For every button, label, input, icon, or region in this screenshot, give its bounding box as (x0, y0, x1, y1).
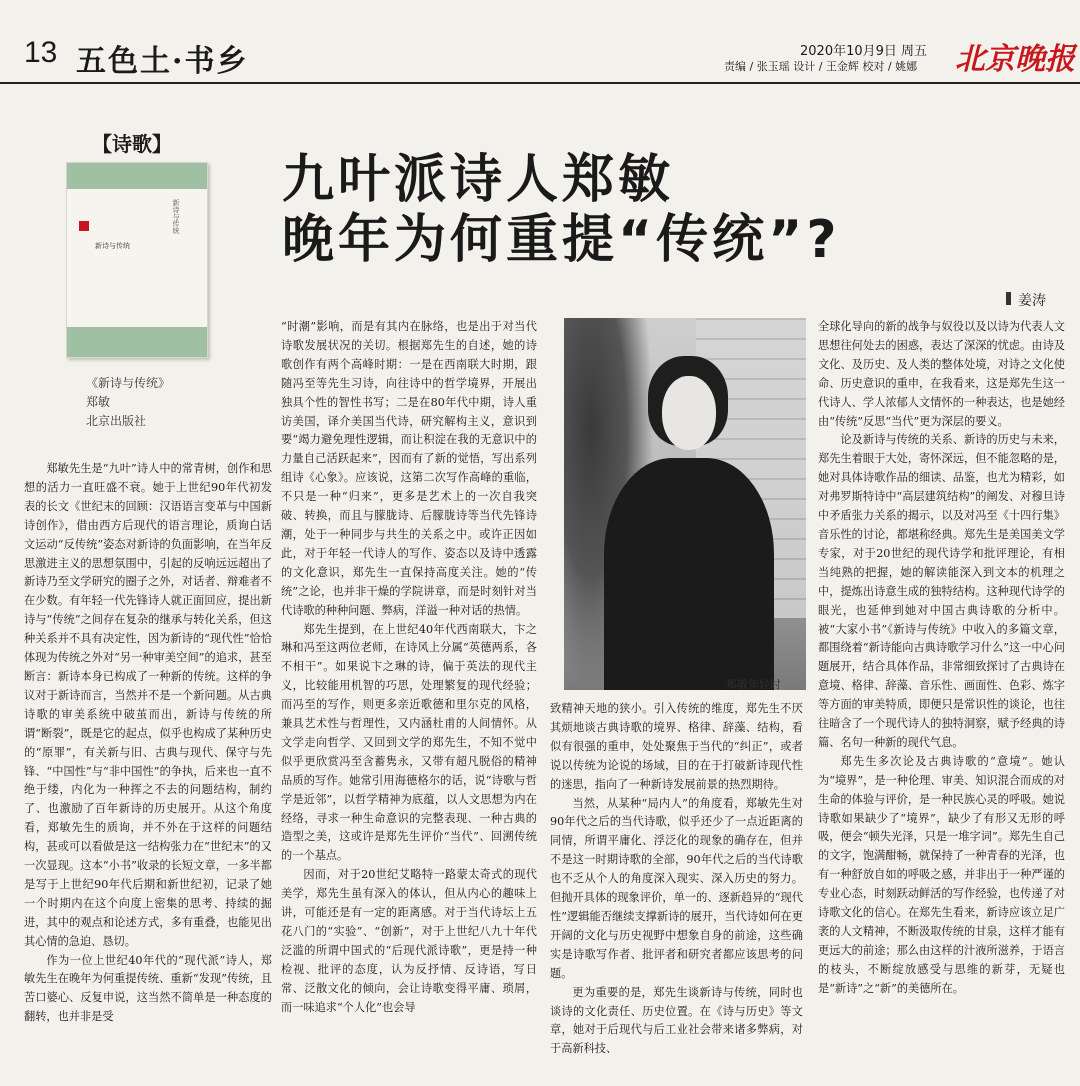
article-column-3 (550, 700, 803, 1086)
editor-credits: 责编 / 张玉瑶 设计 / 王金辉 校对 / 姚娜 (724, 60, 918, 73)
paragraph: 因而，对于20世纪艾略特一路蒙太奇式的现代美学，郑先生虽有深入的体认，但从内心的趣味上讲，可能还是有一定的距离感。对于当代诗坛上五花八门的“实验”、“创新”，对于上世纪八九十年代泛滥的所谓中国式的“后现代派诗歌”，更是持一种检视、批评的态度，认为反抒情、反诗语，写日常、泛散文化的倾向，会让诗歌变得平庸、琐屑，而一味追求“个人化”也会导 (281, 868, 537, 1014)
paragraph: “时潮”影响，而是有其内在脉络，也是出于对当代诗歌发展状况的关切。根据郑先生的自述，她的诗歌创作有两个高峰时期：一是在西南联大时期，跟随冯至等先生习诗，向往诗中的哲学境界，开展出独具个性的智性书写；二是在80年代中期，诗人重访美国，译介美国当代诗，研究解构主义，意识到要“竭力避免理性逻辑，而让积淀在我的无意识中的力量自己活跃起来”，因而有了新的觉悟，写出系列组诗《心象》。应该说，这第二次写作高峰的重临，不只是一种“归来”，更多是艺术上的一次自我突破、转换，而且与朦胧诗、后朦胧诗等当代先锋诗潮，处于一种同步与共生的关系之中。或许正因如此，对于年轻一代诗人的写作、姿态以及诗中透露的文化意识，郑先生一直保持高度关注。她的“传统”之论，也并非干燥的学院讲章，而是时刻针对当代诗歌的种种问题、弊病，洋溢一种对话的热情。 (281, 320, 537, 617)
byline-marker (1006, 292, 1011, 305)
portrait-photo (564, 318, 806, 690)
section-tag: 【诗歌】 (92, 132, 172, 156)
headline-line-2: 晚年为何重提“传统”? (282, 210, 841, 270)
page-number: 13 (24, 36, 58, 69)
cover-bottom-band (67, 327, 207, 357)
paragraph: 郑先生多次论及古典诗歌的“意境”。她认为“境界”，是一种伦理、审美、知识混合而成的对生命的体验与评价，是一种民族心灵的呼吸。她说诗歌如果缺少了“境界”，缺少了有形又无形的呼吸，便会“顿失光泽，只是一堆字词”。郑先生自己的文字，饱满酣畅，就保持了一种青春的光泽，也有一种舒放自如的呼吸之感，并非出于一种严谨的专业心态，时刻跃动鲜活的写作经验，也传递了对诗歌文化的信心。在郑先生看来，新诗应该立足广袤的人文精神，不断汲取传统的甘泉，这样才能有更远大的前途；那么由这样的汁液所滋养，于语言的枝头，不断绽放感受与思维的新芽，无疑也是“新诗”之“新”的美德所在。 (818, 754, 1065, 995)
paragraph: 更为重要的是，郑先生谈新诗与传统，同时也谈诗的文化责任、历史位置。在《诗与历史》等文章，她对于后现代与后工业社会带来诸多弊病，对于高新科技、 (550, 985, 803, 1056)
header-divider (0, 82, 1080, 84)
article-column-2 (281, 318, 537, 1086)
issue-date: 2020年10月9日 周五 (800, 44, 928, 59)
paragraph: 当然，从某种“局内人”的角度看，郑敏先生对90年代之后的当代诗歌，似乎还少了一点近距离的同情，所谓平庸化、浮泛化的现象的确存在，但并不是这一时期诗歌的全部，90年代之后的当代诗歌也不乏从个人的角度深入现实、深入历史的努力。但抛开具体的现象评价，单一的、逐新趋异的“现代性”逻辑能否继续支撑新诗的展开，当代诗如何在更开阔的文化与历史视野中想象自身的前途，这些确实是诗歌写作者、批评者和研究者都应该思考的问题。 (550, 796, 803, 980)
cover-title: 新诗与传统 (95, 242, 130, 250)
book-caption (86, 374, 170, 431)
book-cover-image (66, 162, 208, 358)
column-name: 五色土·书乡 (76, 44, 249, 79)
paragraph: 论及新诗与传统的关系、新诗的历史与未来，郑先生着眼于大处，寄怀深远，但不能忽略的是，她对具体诗歌作品的细读、品鉴，也尤为精彩，如对弗罗斯特诗中“高层建筑结构”的阐发、对穆旦诗中矛盾张力关系的揭示，以及对冯至《十四行集》音乐性的讨论，都堪称经典。郑先生是美国美文学专家，对于20世纪的现代诗学和批评理论，有相当纯熟的把握，她的解读能深入到文本的机理之中，提炼出诗意生成的独特结构。这种现代诗学的眼光，也延伸到她对中国古典诗歌的分析中。被“大家小书”《新诗与传统》中收入的多篇文章，都围绕着“新诗能向古典诗歌学习什么”这一中心问题展开，结合具体作品，非常细致探讨了古典诗在意境、格律、辞藻、音乐性、画面性、色彩、炼字等方面的审美特质，即便只是常识性的谈论，也往往暗含了一个现代诗人的独特洞察，赋予经典的诗篇、名句一种新的现代气息。 (818, 433, 1065, 749)
photo-caption: 郑敏年轻时 (726, 678, 781, 691)
headline-line-1: 九叶派诗人郑敏 (282, 150, 675, 210)
photo-face (662, 376, 716, 450)
article-column-1 (24, 460, 272, 1086)
cover-seal-icon (79, 221, 89, 231)
article-column-4 (818, 318, 1065, 1086)
cover-top-band (67, 163, 207, 189)
photo-coat (604, 458, 774, 690)
paragraph: 郑先生提到，在上世纪40年代西南联大，卞之琳和冯至这两位老师，在诗风上分属“英德两系，各不相干”。如果说卞之琳的诗，偏于英法的现代主义，比较能用机智的巧思，处理繁复的现代经验；而冯至的写作，则更多亲近歌德和里尔克的风格，兼具艺术性与哲理性，又内涵杜甫的人间情怀。从文学走向哲学、又回到文学的郑先生，不知不觉中似乎更欣赏冯至含蓄隽永，又带有超凡脱俗的精神品质的写作。她常引用海德格尔的话，说“诗歌与哲学是近邻”，以哲学精神为底蕴，以人文思想为内在经络，寻求一种生命意识的完整表现、一种古典的造型之美，这或许是郑先生评价“当代”、回溯传统的一个基点。 (281, 622, 537, 863)
paragraph: 作为一位上世纪40年代的“现代派”诗人，郑敏先生在晚年为何重提传统、重新“发现”传统，且苦口婆心、反复申说，这当然不简单是一种态度的翻转，也并非是受 (24, 953, 272, 1024)
paragraph: 郑敏先生是“九叶”诗人中的常青树，创作和思想的活力一直旺盛不衰。她于上世纪90年代初发表的长文《世纪末的回顾：汉语语言变革与中国新诗创作》，借由西方后现代的语言理论，质询白话文运动“反传统”姿态对新诗的负面影响，在当年反思激进主义的思想氛围中，引起的反响远远超出了新诗乃至文学研究的圈子之外，对话者、辩难者不在少数。有年轻一代先锋诗人就正面回应，提出新诗与“传统”之间存在复杂的继承与转化关系，但这种关系并不具有决定性，因为新诗的“现代性”恰恰体现为传统之外对“另一种审美空间”的追求，甚至断言：新诗本身已构成了一种新的传统。这样的争议对于新诗而言，当然并不是一个新问题。从古典诗歌的审美系统中破茧而出，新诗与传统的所谓“断裂”，既是它的起点，似乎也构成了某种历史的“原罪”，有关新与旧、古典与现代、保守与先锋、“中国性”与“非中国性”的争执，后来也一直不绝于缕，内化为一种挥之不去的问题结构，制约了、也激励了百年新诗的历史展开。从这个角度看，郑敏先生的质询，并不外在于这样的问题结构，甚或可以看做是这一结构张力在“世纪末”的又一次显现。这本“小书”收录的长短文章，一多半都是写于上世纪90年代后期和新世纪初，记录了她一个时期内在这个向度上密集的思考、持续的掘进，其中的观点和论述方式，多有重叠，也能见出其心情的急迫、恳切。 (24, 462, 272, 948)
newspaper-logo: 北京晚报 (955, 42, 1075, 77)
book-caption-author: 郑敏 (86, 395, 111, 409)
book-caption-publisher: 北京出版社 (86, 414, 147, 428)
book-caption-title: 《新诗与传统》 (86, 376, 171, 390)
paragraph: 致精神天地的狭小。引入传统的维度，郑先生不厌其烦地谈古典诗歌的境界、格律、辞藻、结构，看似有很强的重申，处处聚焦于当代的“纠正”，或者说以传统为论说的场域，目的在于打破新诗现代性的迷思，指向了一种新诗发展前景的热烈期待。 (550, 702, 803, 791)
author-byline: 姜涛 (1018, 293, 1046, 309)
cover-vertical-title: 新诗与传统 (172, 199, 180, 234)
paragraph: 全球化导向的新的战争与奴役以及以诗为代表人文思想往何处去的困惑，表达了深深的忧虑。由诗及文化、及历史、及人类的整体处境，对诗之文化使命、历史意识的重申，在我看来，这是郑先生这一代诗人、学人浓郁人文情怀的一种表达，也是她经由“传统”反思“当代”更为深层的要义。 (818, 320, 1065, 428)
headline (282, 150, 841, 270)
